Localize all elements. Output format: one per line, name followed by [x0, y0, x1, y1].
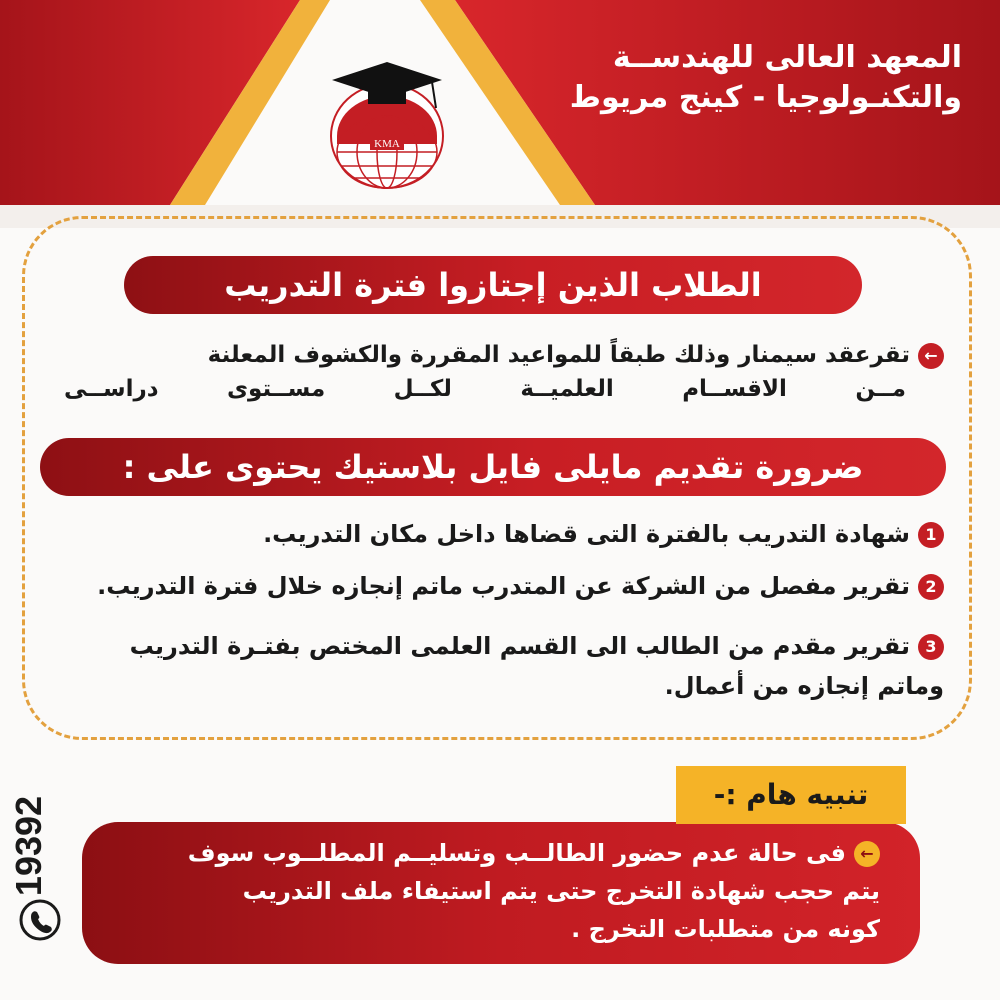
number-badge-icon: 1	[918, 522, 944, 548]
section1-line2: مــن الاقســام العلميــة لكــل مســتوى دراســى	[64, 376, 906, 402]
institute-title	[442, 38, 962, 118]
section1-title: الطلاب الذين إجتازوا فترة التدريب	[124, 256, 862, 314]
number-badge-icon: 3	[918, 634, 944, 660]
notice-line1: فى حالة عدم حضور الطالــب وتسليــم المطلــوب سوف	[187, 839, 846, 867]
notice-line2: يتم حجب شهادة التخرج حتى يتم استيفاء ملف التدريب	[242, 877, 880, 905]
institute-logo	[312, 44, 462, 204]
section1-paragraph	[64, 338, 944, 406]
list-item-text: تقرير مفصل من الشركة عن المتدرب ماتم إنجازه خلال فترة التدريب.	[97, 572, 910, 600]
hotline-number: 19392	[8, 795, 49, 897]
notice-text	[100, 834, 880, 948]
list-item-text: تقرير مقدم من الطالب الى القسم العلمى المختص بفتـرة التدريب	[129, 632, 910, 660]
logo-text: KMA	[374, 138, 400, 150]
arrow-left-icon: ←	[854, 841, 880, 867]
number-badge-icon: 2	[918, 574, 944, 600]
arrow-left-icon: ←	[918, 343, 944, 369]
institute-title-line2: والتكنـولوجيا - كينج مريوط	[569, 80, 962, 115]
list-item	[44, 626, 944, 706]
list-item-text: شهادة التدريب بالفترة التى قضاها داخل مكان التدريب.	[263, 520, 910, 548]
section2-title: ضرورة تقديم مايلى فايل بلاستيك يحتوى على :	[40, 438, 946, 496]
section1-line1: ←تقرعقد سيمنار وذلك طبقاً للمواعيد المقررة والكشوف المعلنة	[64, 338, 944, 372]
list-item	[44, 566, 944, 606]
institute-title-line1: المعهد العالى للهندســة	[612, 40, 962, 75]
list-item	[44, 514, 944, 554]
notice-line3: كونه من متطلبات التخرج .	[571, 915, 880, 943]
notice-label: تنبيه هام :-	[676, 766, 906, 824]
list-item-text-continued: وماتم إنجازه من أعمال.	[664, 672, 944, 700]
phone-icon	[18, 898, 62, 942]
